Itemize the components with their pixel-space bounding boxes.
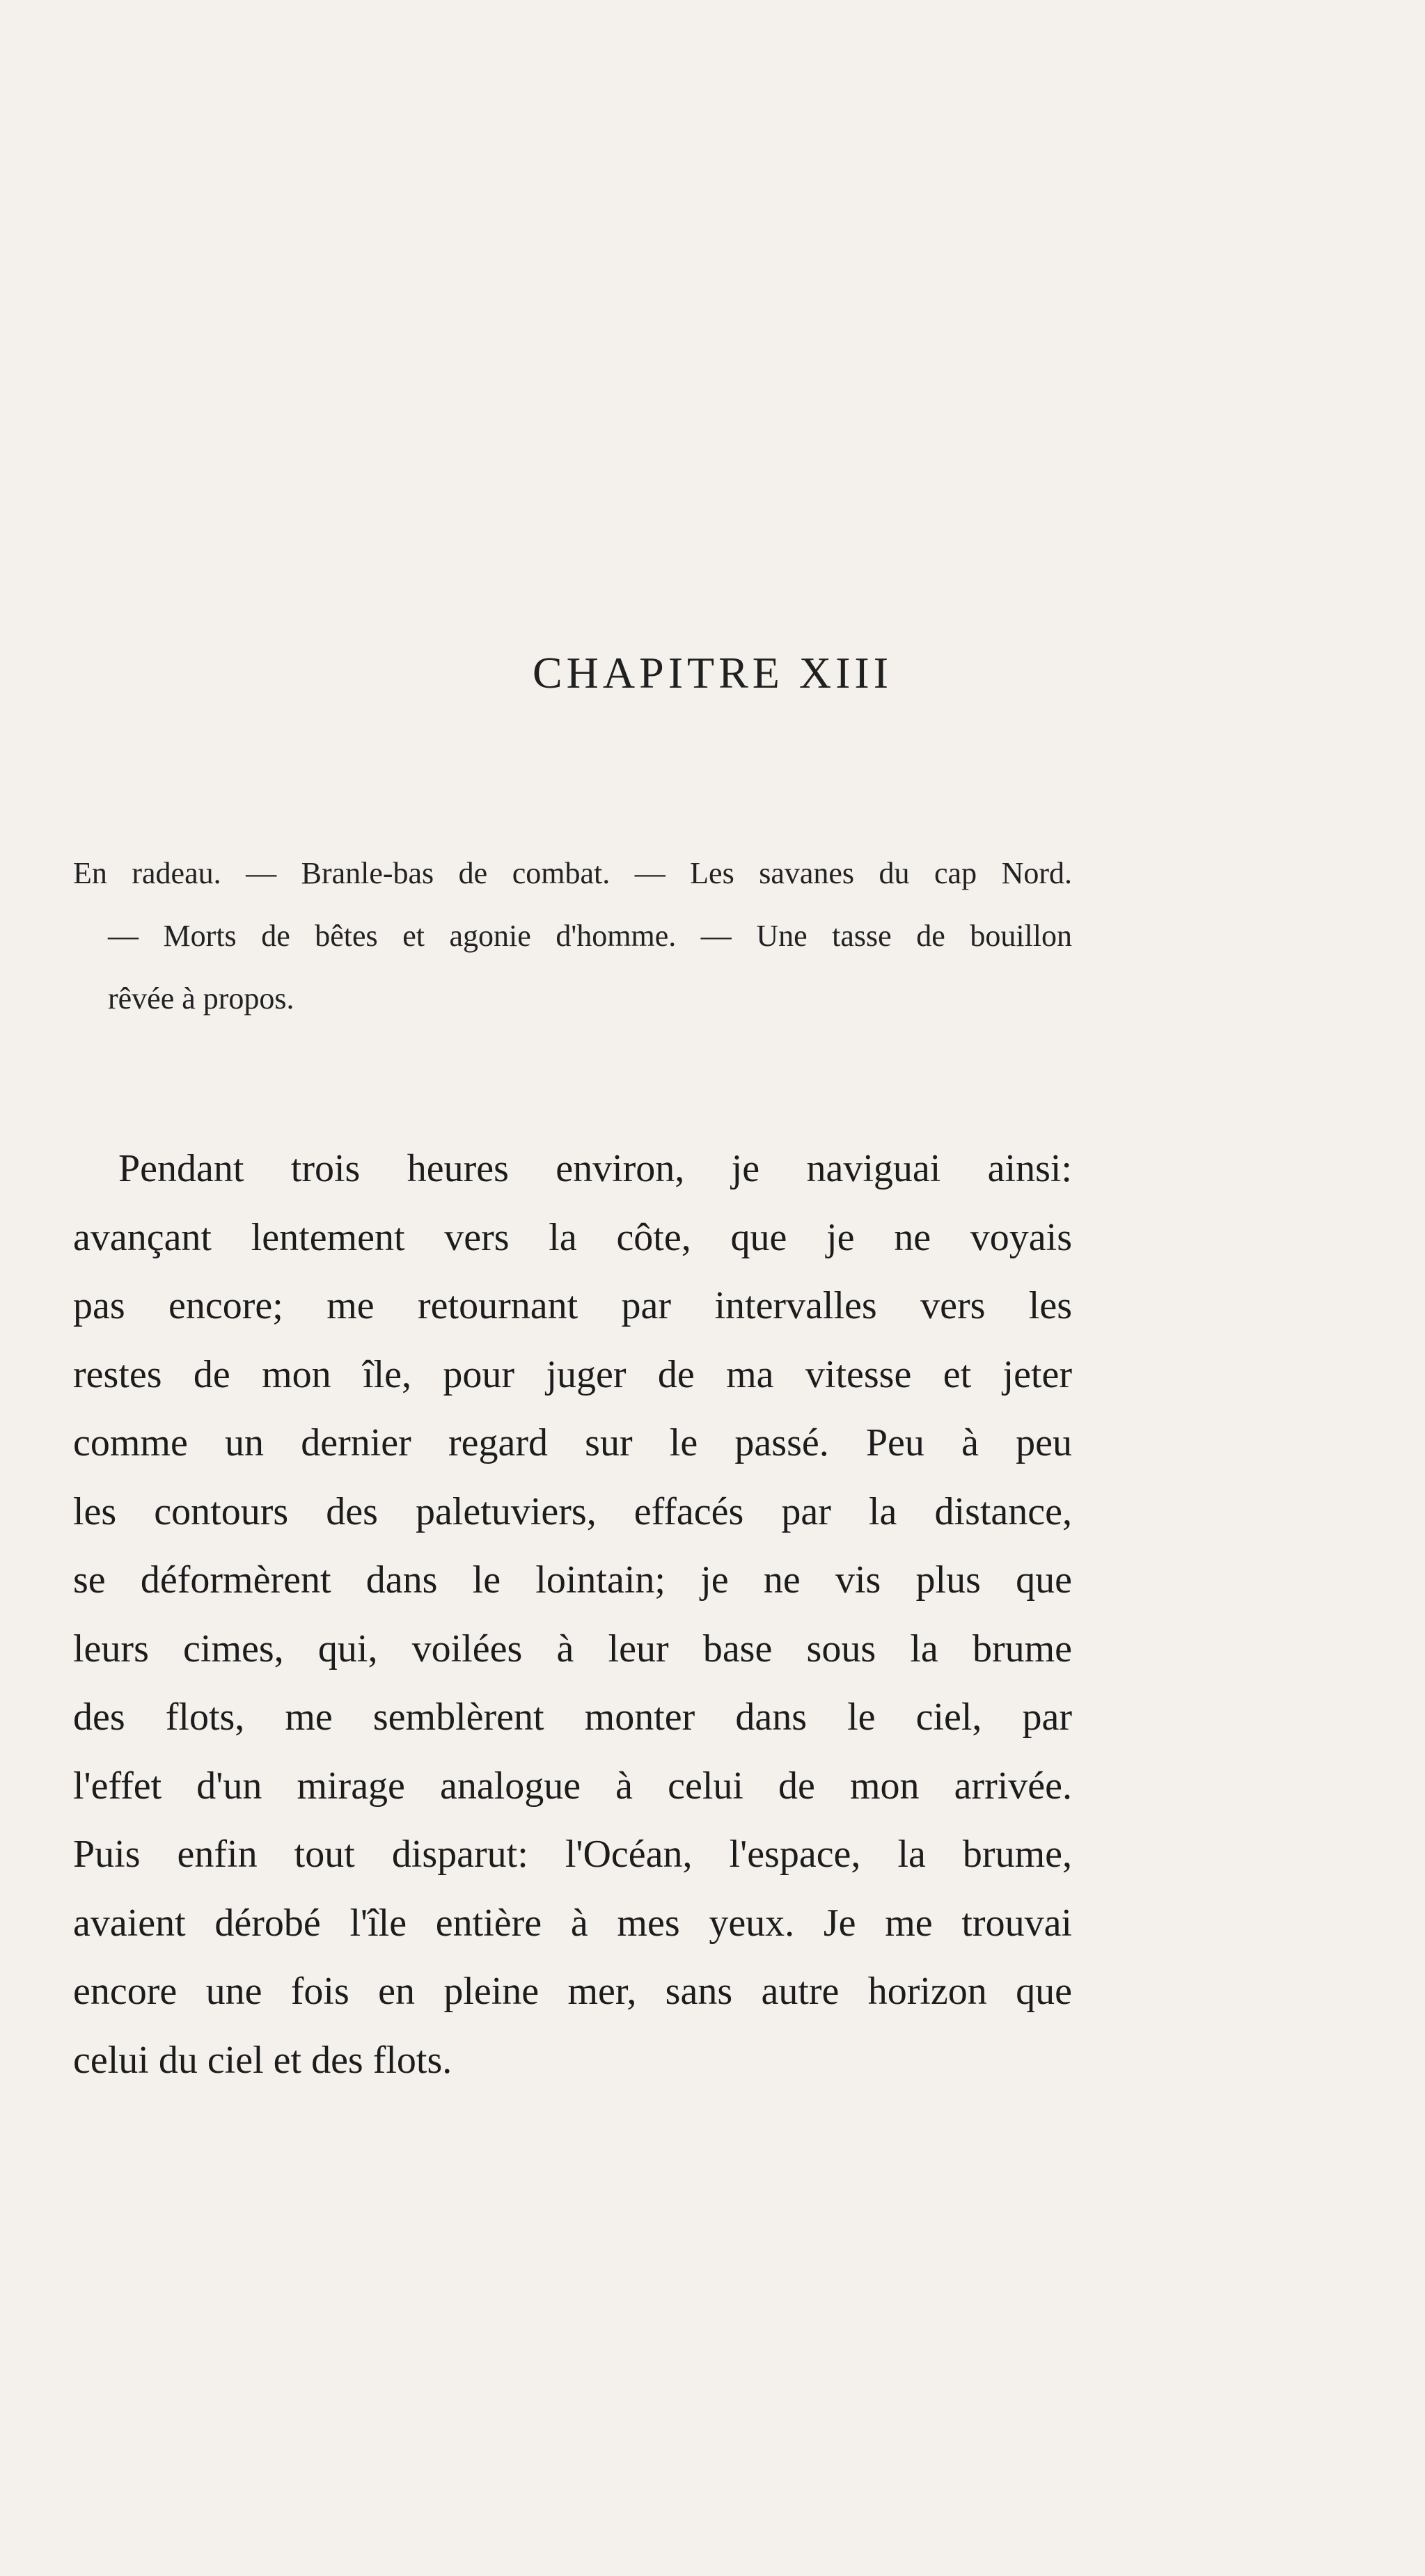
body-line: leurs cimes, qui, voilées à leur base sous la brume xyxy=(73,1627,1072,1670)
body-line: l'effet d'un mirage analogue à celui de mon arrivée. xyxy=(73,1764,1072,1808)
body-line: des flots, me semblèrent monter dans le ciel, par xyxy=(73,1696,1072,1739)
body-line: avançant lentement vers la côte, que je ne voyais xyxy=(73,1215,1072,1259)
body-line: les contours des paletuviers, effacés par la distance, xyxy=(73,1490,1072,1533)
chapter-title: CHAPITRE XIII xyxy=(532,648,893,697)
chapter-summary xyxy=(73,842,1072,1030)
summary-line: En radeau. — Branle-bas de combat. — Les savanes du cap Nord. xyxy=(73,856,1072,890)
body-line: pas encore; me retournant par intervalles vers les xyxy=(73,1284,1072,1327)
body-line: restes de mon île, pour juger de ma vitesse et jeter xyxy=(73,1352,1072,1396)
summary-line: rêvée à propos. xyxy=(108,981,294,1016)
body-line: se déformèrent dans le lointain; je ne vis plus que xyxy=(73,1558,1072,1602)
body-line: celui du ciel et des flots. xyxy=(73,2038,452,2082)
body-line: encore une fois en pleine mer, sans autre horizon que xyxy=(73,1970,1072,2013)
body-line: comme un dernier regard sur le passé. Peu à peu xyxy=(73,1421,1072,1464)
body-line: Pendant trois heures environ, je naviguai ainsi: xyxy=(118,1147,1072,1190)
body-line: avaient dérobé l'île entière à mes yeux. Je me trouvai xyxy=(73,1901,1072,1945)
body-line: Puis enfin tout disparut: l'Océan, l'espace, la brume, xyxy=(73,1833,1072,1876)
summary-line: — Morts de bêtes et agonie d'homme. — Une tasse de bouillon xyxy=(108,919,1072,953)
chapter-body xyxy=(73,1135,1072,2094)
